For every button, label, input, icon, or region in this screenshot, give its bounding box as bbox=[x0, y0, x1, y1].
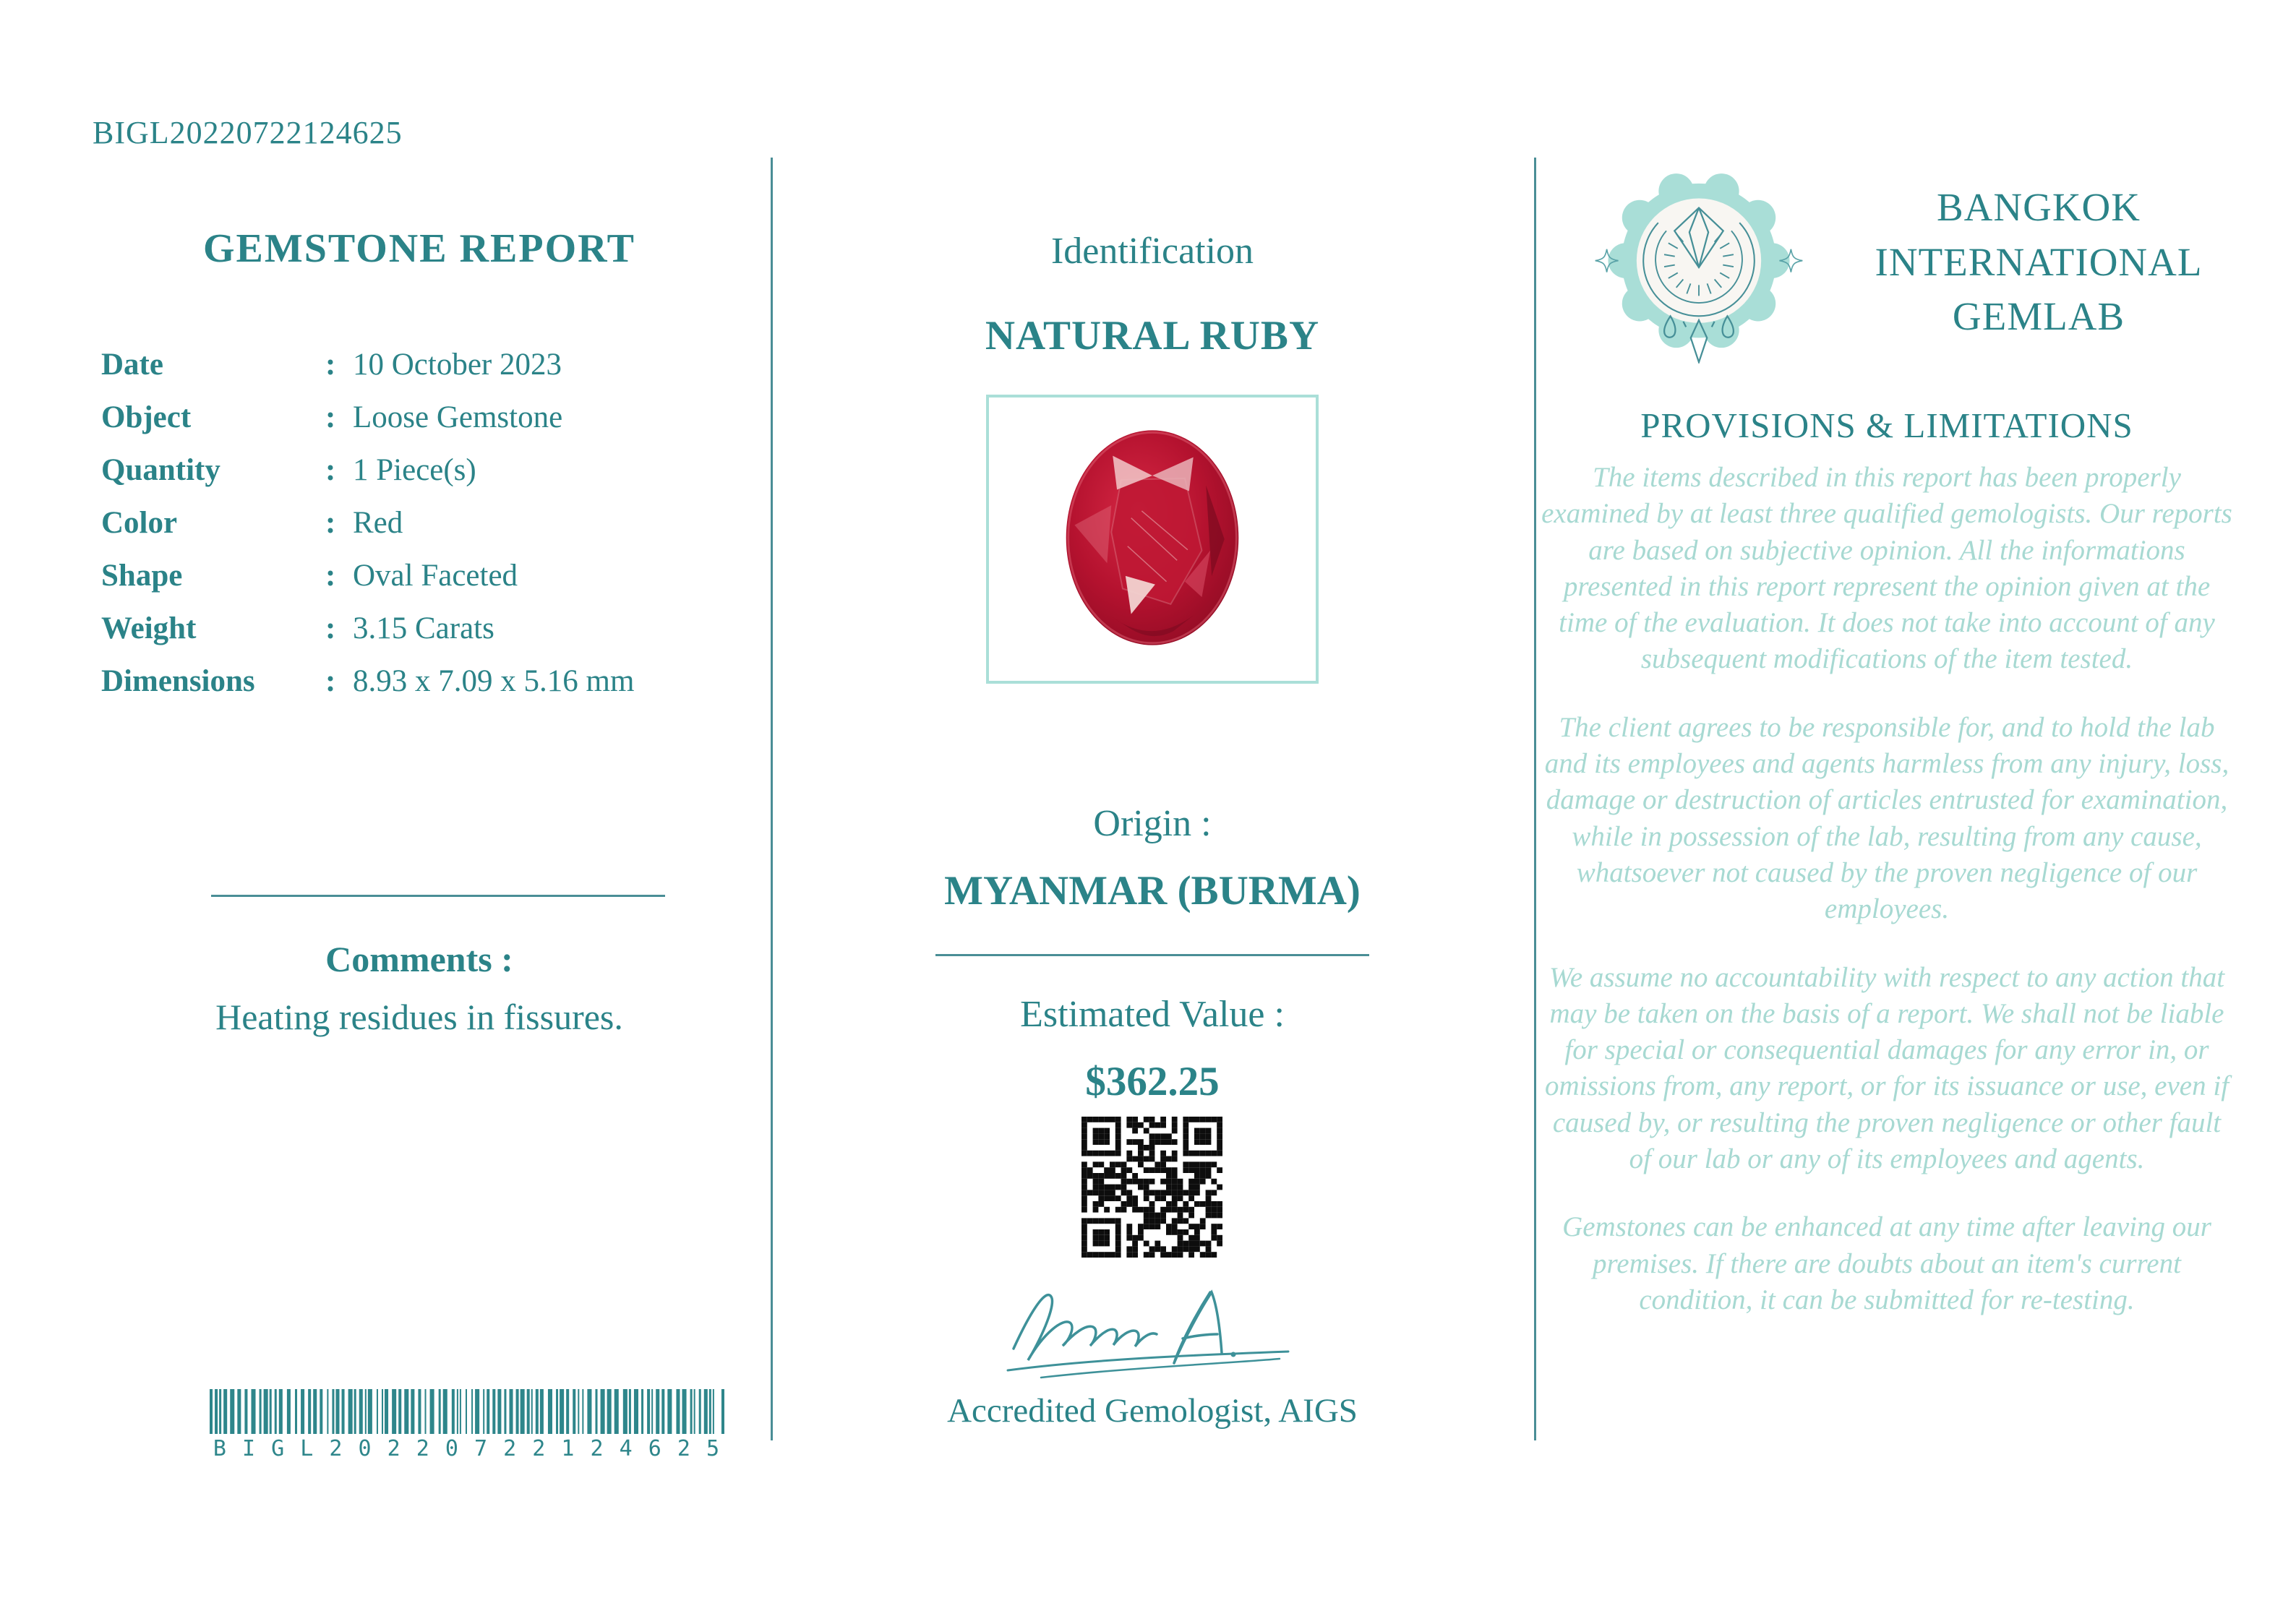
identification-result: NATURAL RUBY bbox=[985, 313, 1320, 358]
gemologist-title: Accredited Gemologist, AIGS bbox=[947, 1392, 1358, 1430]
lab-column bbox=[1534, 0, 2296, 1624]
report-title: GEMSTONE REPORT bbox=[203, 226, 635, 271]
lab-name-line: GEMLAB bbox=[1952, 294, 2125, 339]
origin-heading: Origin : bbox=[1093, 803, 1212, 844]
provision-paragraph: The items described in this report has been properly examined by at least three qualified gemologists. Our reports are based on subjective opinion. All the informations presented in this report represent the opinion given at the time of the evaluation. It does not take into account of any subsequent modifications of the item tested. bbox=[1541, 462, 2232, 675]
field-value: 3.15 Carats bbox=[353, 611, 494, 645]
provisions-heading: PROVISIONS & LIMITATIONS bbox=[1640, 405, 2133, 445]
field-value: 10 October 2023 bbox=[353, 348, 562, 382]
comments-text: Heating residues in fissures. bbox=[215, 997, 623, 1037]
field-colon: : bbox=[325, 559, 336, 593]
field-colon: : bbox=[325, 453, 336, 487]
field-row-dimensions bbox=[101, 655, 752, 708]
provision-paragraph: We assume no accountability with respect to any action that may be taken on the basis of a report. We shall not be liable for special or consequential damages for any error in, or omissions from, any report, or for its issuance or use, even if caused by, or resulting the proven negligence or other fault of our lab or any of its employees and agents. bbox=[1544, 961, 2229, 1175]
field-colon: : bbox=[325, 348, 336, 382]
field-value: 8.93 x 7.09 x 5.16 mm bbox=[353, 664, 635, 698]
lab-name-line: INTERNATIONAL bbox=[1875, 239, 2203, 284]
field-label: Dimensions bbox=[101, 664, 255, 698]
comments-divider bbox=[211, 895, 665, 897]
field-row-shape bbox=[101, 549, 752, 602]
barcode-block bbox=[210, 1389, 724, 1461]
qr-code bbox=[1081, 1117, 1222, 1258]
lab-header bbox=[1590, 160, 2270, 364]
estimated-value-heading: Estimated Value : bbox=[1020, 994, 1285, 1035]
field-label: Date bbox=[101, 348, 163, 382]
lab-logo bbox=[1590, 160, 1807, 364]
lab-name-line: BANGKOK bbox=[1937, 184, 2141, 229]
field-colon: : bbox=[325, 611, 336, 645]
field-value: Oval Faceted bbox=[353, 559, 518, 593]
value-divider bbox=[935, 954, 1369, 956]
barcode-label: B I G L 2 0 2 2 0 7 2 2 1 2 4 6 2 5 bbox=[213, 1436, 721, 1461]
field-value: Red bbox=[353, 506, 403, 540]
field-row-quantity bbox=[101, 444, 752, 497]
field-row-color bbox=[101, 497, 752, 549]
field-colon: : bbox=[325, 664, 336, 698]
provision-paragraph: Gemstones can be enhanced at any time after leaving our premises. If there are doubts about an item's current condition, it can be submitted for re-testing. bbox=[1562, 1211, 2211, 1315]
field-label: Weight bbox=[101, 611, 197, 645]
signature bbox=[986, 1263, 1319, 1386]
field-value: Loose Gemstone bbox=[353, 400, 563, 434]
barcode bbox=[210, 1389, 724, 1434]
report-number: BIGL20220722124625 bbox=[93, 115, 403, 150]
comments-heading: Comments : bbox=[325, 939, 513, 979]
estimated-value: $362.25 bbox=[1085, 1059, 1220, 1104]
field-label: Object bbox=[101, 400, 192, 434]
field-colon: : bbox=[325, 400, 336, 434]
report-fields bbox=[101, 338, 752, 708]
provision-paragraph: The client agrees to be responsible for, and to hold the lab and its employees and agents harmless from any injury, loss, damage or destruction of articles entrusted for examination, while in possession of the lab, resulting from any cause, whatsoever not caused by the proven negligence of our employees. bbox=[1544, 711, 2229, 925]
origin-value: MYANMAR (BURMA) bbox=[944, 868, 1361, 914]
field-label: Shape bbox=[101, 559, 183, 593]
field-row-object bbox=[101, 391, 752, 444]
field-label: Quantity bbox=[101, 453, 220, 487]
identification-heading: Identification bbox=[1050, 231, 1254, 272]
gem-photo bbox=[1044, 412, 1261, 666]
field-row-weight bbox=[101, 602, 752, 655]
field-colon: : bbox=[325, 506, 336, 540]
lab-name bbox=[1807, 180, 2270, 345]
field-row-date bbox=[101, 338, 752, 391]
field-value: 1 Piece(s) bbox=[353, 453, 476, 487]
gem-photo-frame bbox=[986, 395, 1319, 684]
field-label: Color bbox=[101, 506, 178, 540]
provisions-text bbox=[1540, 460, 2234, 1350]
report-column bbox=[0, 0, 771, 1624]
identification-column bbox=[771, 0, 1534, 1624]
